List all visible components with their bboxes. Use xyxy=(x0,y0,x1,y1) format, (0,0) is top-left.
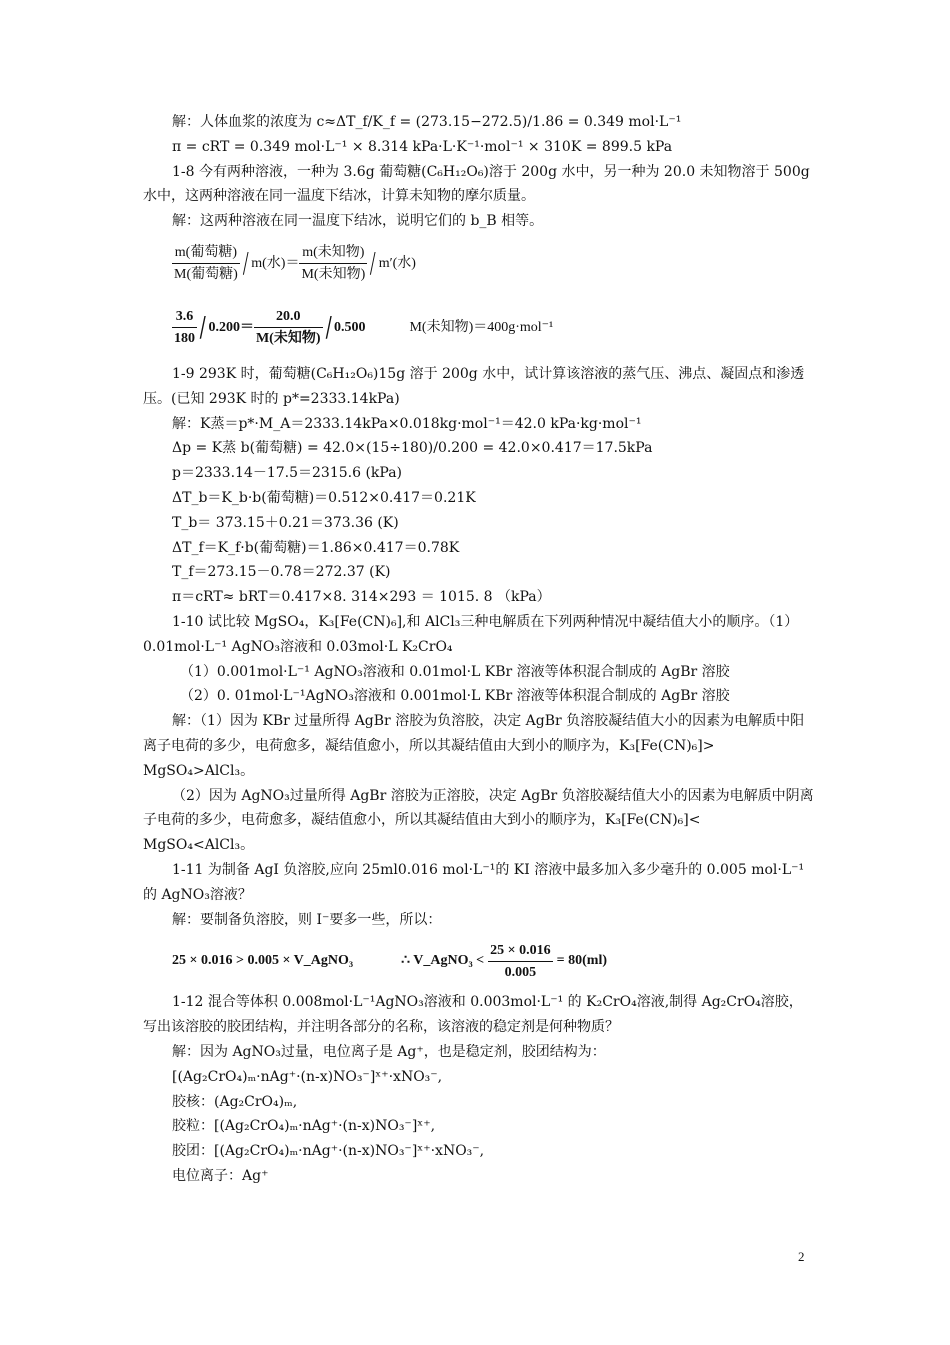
potential-ion: 电位离子：Ag⁺ xyxy=(172,1167,269,1184)
solution-line: 解：要制备负溶胶，则 I⁻要多一些，所以： xyxy=(172,911,442,928)
equation-term: m′(水) xyxy=(378,255,416,271)
solution-line: 解：人体血浆的浓度为 c≈ΔT_f/K_f = (273.15−272.5)/1.86 = 0.349 mol·L⁻¹ xyxy=(172,114,682,130)
equation-term: = 80(ml) xyxy=(556,952,608,968)
problem-1-10: 1-10 试比较 MgSO₄，K₃[Fe(CN)₆],和 AlCl₃三种电解质在下列两种情况中凝结值大小的顺序。（1）0.01mol·L⁻¹ AgNO₃溶液和 0.03mol·L K₂CrO₄ xyxy=(143,613,799,655)
equation-3 xyxy=(143,932,815,990)
denominator: M(未知物) xyxy=(255,331,321,347)
slash-symbol: / xyxy=(370,244,376,282)
denominator: M(葡萄糖) xyxy=(174,267,238,283)
equation-term: 0.200＝ xyxy=(208,319,254,335)
problem-1-12: 1-12 混合等体积 0.008mol·L⁻¹AgNO₃溶液和 0.003mol·L⁻¹ 的 K₂CrO₄溶液,制得 Ag₂CrO₄溶胶，写出该溶胶的胶团结构，并注明各部分的名称，该溶液的稳定剂是何种物质？ xyxy=(143,994,803,1036)
denominator: 180 xyxy=(174,331,195,347)
equation-term: 25 × 0.016 > 0.005 × V_AgNO₃ xyxy=(172,952,354,968)
solution-paragraph: 解：（1）因为 KBr 过量所得 AgBr 溶胶为负溶胶，决定 AgBr 负溶胶凝结值大小的因素为电解质中阳离子电荷的多少，电荷愈多，凝结值愈小，所以其凝结值由大到小的顺序为，K₃[Fe(CN)₆]> MgSO₄>AlCl₃。 xyxy=(143,713,805,779)
solution-paragraph: （2）因为 AgNO₃过量所得 AgBr 溶胶为正溶胶，决定 AgBr 负溶胶凝结值大小的因素为电解质中阴离子电荷的多少，电荷愈多，凝结值愈小，所以其凝结值由大到小的顺序为，K₃[Fe(CN)₆]< MgSO₄<AlCl₃。 xyxy=(143,787,814,854)
solution-line: 解：因为 AgNO₃过量，电位离子是 Ag⁺，也是稳定剂，胶团结构为： xyxy=(172,1043,606,1060)
equation-term: ∴ V_AgNO₃ < xyxy=(401,952,485,968)
fraction xyxy=(172,306,197,349)
solution-line: 解：K蒸＝p*·M_A＝2333.14kPa×0.018kg·mol⁻¹＝42.0 kPa·kg·mol⁻¹ xyxy=(172,415,642,432)
equation-result: M(未知物)＝400g·mol⁻¹ xyxy=(409,319,554,335)
slash-symbol: / xyxy=(199,308,206,346)
denominator: 0.005 xyxy=(504,964,537,980)
fraction xyxy=(488,940,552,983)
numerator: 3.6 xyxy=(172,306,197,328)
solution-line: T_b＝ 373.15＋0.21＝373.36 (K) xyxy=(172,514,399,531)
numerator: 20.0 xyxy=(254,306,323,328)
solution-line: ΔT_f＝K_f·b(葡萄糖)＝1.86×0.417＝0.78K xyxy=(172,539,460,556)
document-body xyxy=(143,110,815,1189)
slash-symbol: / xyxy=(325,308,332,346)
problem-case-2: （2）0. 01mol·L⁻¹AgNO₃溶液和 0.001mol·L KBr 溶液等体积混合制成的 AgBr 溶胶 xyxy=(180,688,730,705)
solution-line: Δp = K蒸 b(葡萄糖) = 42.0×(15÷180)/0.200 = 42.0×0.417＝17.5kPa xyxy=(172,440,653,457)
micelle-particle: 胶粒：[(Ag₂CrO₄)ₘ·nAg⁺·(n-x)NO₃⁻]ˣ⁺, xyxy=(172,1118,436,1135)
solution-line: π＝cRT≈ bRT＝0.417×8. 314×293 ＝ 1015. 8 （kPa） xyxy=(172,589,551,606)
fraction xyxy=(254,306,323,349)
solution-line: ΔT_b＝K_b·b(葡萄糖)＝0.512×0.417＝0.21K xyxy=(172,489,476,506)
solution-line: 解：这两种溶液在同一温度下结冰，说明它们的 b_B 相等。 xyxy=(172,213,544,230)
numerator: m(未知物) xyxy=(299,242,367,264)
solution-line: π = cRT = 0.349 mol·L⁻¹ × 8.314 kPa·L·K⁻¹·mol⁻¹ × 310K = 899.5 kPa xyxy=(172,138,673,155)
solution-line: T_f＝273.15－0.78＝272.37 (K) xyxy=(172,564,391,581)
slash-symbol: / xyxy=(242,244,249,282)
solution-line: p＝2333.14－17.5＝2315.6 (kPa) xyxy=(172,465,403,482)
numerator: 25 × 0.016 xyxy=(488,940,552,962)
fraction xyxy=(299,242,367,285)
problem-case-1: （1）0.001mol·L⁻¹ AgNO₃溶液和 0.01mol·L KBr 溶液等体积混合制成的 AgBr 溶胶 xyxy=(180,663,730,680)
problem-1-9: 1-9 293K 时，葡萄糖(C₆H₁₂O₆)15g 溶于 200g 水中，试计算该溶液的蒸气压、沸点、凝固点和渗透压。(已知 293K 时的 p*=2333.14kPa) xyxy=(143,365,805,407)
numerator: m(葡萄糖) xyxy=(172,242,240,264)
equation-1 xyxy=(143,234,815,294)
page-number: 2 xyxy=(798,1249,805,1264)
equation-term: m(水)＝ xyxy=(251,255,300,271)
equation-term: 0.500 xyxy=(333,319,366,335)
micelle-core: 胶核：(Ag₂CrO₄)ₘ, xyxy=(172,1093,298,1110)
micelle-structure: [(Ag₂CrO₄)ₘ·nAg⁺·(n-x)NO₃⁻]ˣ⁺·xNO₃⁻, xyxy=(172,1068,443,1085)
micelle-group: 胶团：[(Ag₂CrO₄)ₘ·nAg⁺·(n-x)NO₃⁻]ˣ⁺·xNO₃⁻, xyxy=(172,1143,485,1160)
problem-1-11: 1-11 为制备 AgI 负溶胶,应向 25ml0.016 mol·L⁻¹的 KI 溶液中最多加入多少毫升的 0.005 mol·L⁻¹ 的 AgNO₃溶液？ xyxy=(143,861,805,903)
equation-2 xyxy=(143,294,815,362)
fraction xyxy=(172,242,240,285)
problem-1-8: 1-8 今有两种溶液，一种为 3.6g 葡萄糖(C₆H₁₂O₆)溶于 200g 水中，另一种为 20.0 未知物溶于 500g 水中，这两种溶液在同一温度下结冰，计算未知物的摩尔质量。 xyxy=(143,163,810,205)
denominator: M(未知物) xyxy=(301,267,366,283)
